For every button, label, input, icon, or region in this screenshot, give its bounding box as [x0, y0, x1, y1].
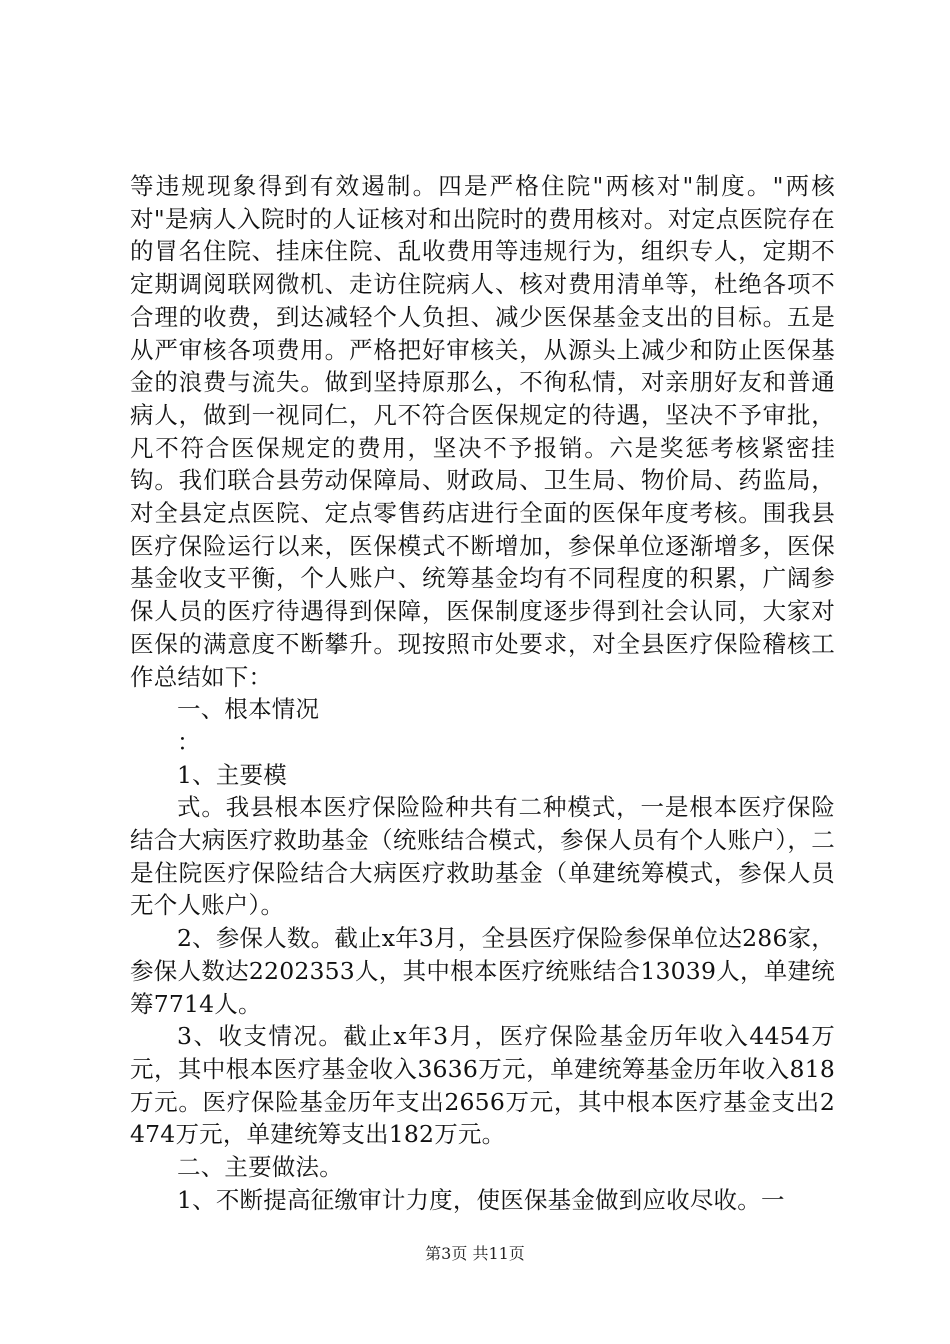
- paragraph-income-expenditure: 3、收支情况。截止x年3月，医疗保险基金历年收入4454万元，其中根本医疗基金收入3636万元，单建统筹基金历年收入818万元。医疗保险基金历年支出2656万元，其中根本医疗基金支出2474万元，单建统筹支出182万元。: [130, 1022, 835, 1149]
- stray-colon: ：: [177, 727, 201, 756]
- paragraph-audit-strength: 1、不断提高征缴审计力度，使医保基金做到应收尽收。一: [177, 1185, 785, 1214]
- section-heading-main-practices: 二、主要做法。: [177, 1153, 343, 1182]
- paragraph-continued: 等违规现象得到有效遏制。四是严格住院"两核对"制度。"两核对"是病人入院时的人证核对和出院时的费用核对。对定点医院存在的冒名住院、挂床住院、乱收费用等违规行为，组织专人，定期不定期调阅联网微机、走访住院病人、核对费用清单等，杜绝各项不合理的收费，到达减轻个人负担、减少医保基金支出的目标。五是从严审核各项费用。严格把好审核关，从源头上减少和防止医保基金的浪费与流失。做到坚持原那么，不徇私情，对亲朋好友和普通病人，做到一视同仁，凡不符合医保规定的待遇，坚决不予审批，凡不符合医保规定的费用，坚决不予报销。六是奖惩考核紧密挂钩。我们联合县劳动保障局、财政局、卫生局、物价局、药监局，对全县定点医院、定点零售药店进行全面的医保年度考核。围我县医疗保险运行以来，医保模式不断增加，参保单位逐渐增多，医保基金收支平衡，个人账户、统筹基金均有不同程度的积累，广阔参保人员的医疗待遇得到保障，医保制度逐步得到社会认同，大家对医保的满意度不断攀升。现按照市处要求，对全县医疗保险稽核工作总结如下：: [130, 172, 835, 691]
- section-heading-basic-situation: 一、根本情况: [177, 695, 320, 724]
- subheading-main-modes: 1、主要模: [177, 760, 287, 789]
- page-footer: 第3页 共11页: [425, 1244, 525, 1263]
- paragraph-insured-count: 2、参保人数。截止x年3月，全县医疗保险参保单位达286家，参保人数达2202353人，其中根本医疗统账结合13039人，单建统筹7714人。: [130, 924, 836, 1018]
- document-body: [130, 170, 835, 1217]
- paragraph-modes: 式。我县根本医疗保险险种共有二种模式，一是根本医疗保险结合大病医疗救助基金（统账结合模式，参保人员有个人账户），二是住院医疗保险结合大病医疗救助基金（单建统筹模式，参保人员无个人账户）。: [130, 793, 835, 920]
